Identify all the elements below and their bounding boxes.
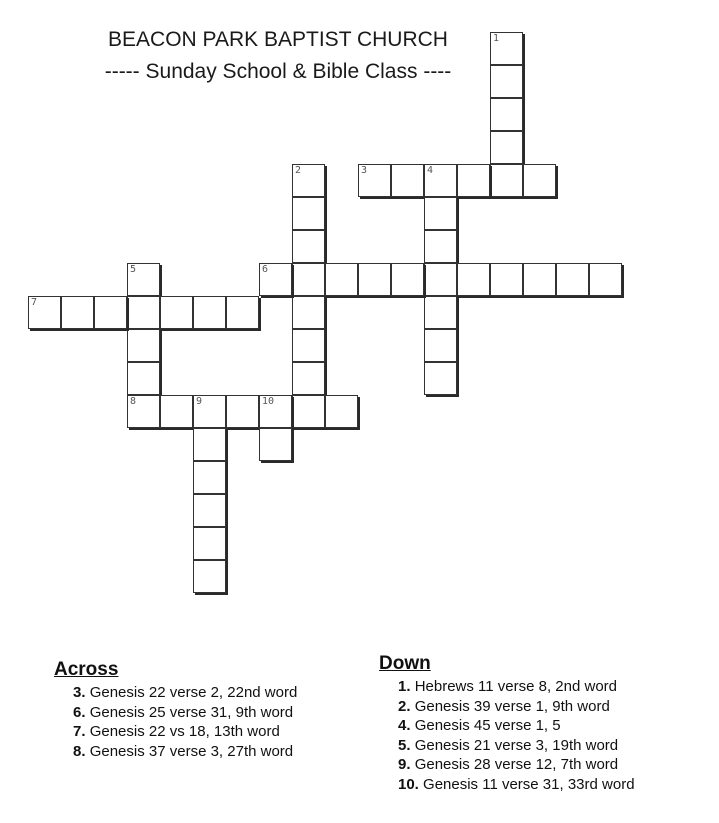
grid-cell <box>61 296 94 329</box>
grid-cell <box>457 164 490 197</box>
grid-cell <box>424 197 457 230</box>
grid-cell <box>127 329 160 362</box>
down-heading: Down <box>379 653 431 674</box>
clue-text: Genesis 37 verse 3, 27th word <box>89 742 294 760</box>
page-title: BEACON PARK BAPTIST CHURCH <box>108 28 448 51</box>
grid-cell <box>424 296 457 329</box>
grid-cell <box>193 296 226 329</box>
clue-text: Genesis 11 verse 31, 33rd word <box>423 775 635 793</box>
clue-item <box>73 742 297 762</box>
grid-cell <box>490 131 523 164</box>
grid-cell <box>292 362 325 395</box>
grid-cell <box>94 296 127 329</box>
grid-cell <box>259 395 292 428</box>
grid-cell <box>127 263 160 296</box>
grid-cell <box>391 263 424 296</box>
grid-cell <box>424 329 457 362</box>
grid-cell <box>193 428 226 461</box>
grid-cell <box>490 164 523 197</box>
grid-cell <box>424 164 457 197</box>
grid-cell <box>523 164 556 197</box>
grid-cell <box>589 263 622 296</box>
clue-item <box>73 722 297 742</box>
across-clues <box>54 660 297 761</box>
grid-cell <box>457 263 490 296</box>
clue-number: 7. <box>73 723 86 740</box>
grid-cell <box>28 296 61 329</box>
clue-item <box>398 697 635 717</box>
grid-cell <box>226 296 259 329</box>
grid-cell <box>127 395 160 428</box>
cell-number: 9 <box>196 396 203 407</box>
clue-number: 10. <box>398 775 419 793</box>
clue-item <box>398 755 635 775</box>
clue-text: Hebrews 11 verse 8, 2nd word <box>414 678 618 695</box>
clue-number: 2. <box>398 697 411 715</box>
cell-number: 8 <box>130 396 137 407</box>
clue-item <box>73 683 297 703</box>
grid-cell <box>127 296 160 329</box>
grid-cell <box>193 527 226 560</box>
grid-cell <box>292 395 325 428</box>
grid-cell <box>292 230 325 263</box>
grid-cell <box>358 164 391 197</box>
cell-number: 1 <box>493 33 500 44</box>
clue-text: Genesis 45 verse 1, 5 <box>414 717 561 734</box>
grid-cell <box>292 296 325 329</box>
clue-item <box>398 716 635 736</box>
cell-number: 7 <box>31 297 38 308</box>
grid-cell <box>259 428 292 461</box>
clue-number: 6. <box>73 703 86 721</box>
grid-cell <box>490 98 523 131</box>
grid-cell <box>127 362 160 395</box>
grid-cell <box>160 296 193 329</box>
clue-text: Genesis 25 verse 31, 9th word <box>89 703 294 721</box>
clue-number: 9. <box>398 756 411 773</box>
clue-text: Genesis 28 verse 12, 7th word <box>414 756 619 773</box>
grid-cell <box>193 461 226 494</box>
grid-cell <box>193 494 226 527</box>
clue-number: 1. <box>398 678 411 695</box>
grid-cell <box>292 329 325 362</box>
cell-number: 2 <box>295 165 302 176</box>
clue-item <box>398 677 635 697</box>
grid-cell <box>490 32 523 65</box>
grid-cell <box>424 263 457 296</box>
clue-number: 8. <box>73 742 86 760</box>
grid-cell <box>226 395 259 428</box>
grid-cell <box>556 263 589 296</box>
cell-number: 3 <box>361 165 368 176</box>
grid-cell <box>424 230 457 263</box>
grid-cell <box>325 395 358 428</box>
grid-cell <box>490 65 523 98</box>
clue-number: 3. <box>73 684 86 701</box>
clue-number: 4. <box>398 717 411 734</box>
grid-cell <box>193 560 226 593</box>
clue-text: Genesis 22 vs 18, 13th word <box>89 723 280 740</box>
clue-item <box>398 775 635 795</box>
grid-cell <box>259 263 292 296</box>
grid-cell <box>523 263 556 296</box>
grid-cell <box>490 263 523 296</box>
grid-cell <box>160 395 193 428</box>
grid-cell <box>424 362 457 395</box>
grid-cell <box>391 164 424 197</box>
cell-number: 5 <box>130 264 137 275</box>
clue-text: Genesis 39 verse 1, 9th word <box>414 697 610 715</box>
down-clues <box>379 654 635 794</box>
cell-number: 6 <box>262 264 269 275</box>
clue-item <box>398 736 635 756</box>
grid-cell <box>193 395 226 428</box>
cell-number: 4 <box>427 165 434 176</box>
clue-text: Genesis 22 verse 2, 22nd word <box>89 684 298 701</box>
grid-cell <box>358 263 391 296</box>
clue-number: 5. <box>398 736 411 754</box>
grid-cell <box>292 164 325 197</box>
grid-cell <box>292 197 325 230</box>
cell-number: 10 <box>262 396 275 407</box>
grid-cell <box>292 263 325 296</box>
page-subtitle: ----- Sunday School & Bible Class ---- <box>104 60 452 83</box>
across-heading: Across <box>54 659 119 680</box>
grid-cell <box>325 263 358 296</box>
clue-text: Genesis 21 verse 3, 19th word <box>414 736 619 754</box>
clue-item <box>73 703 297 723</box>
